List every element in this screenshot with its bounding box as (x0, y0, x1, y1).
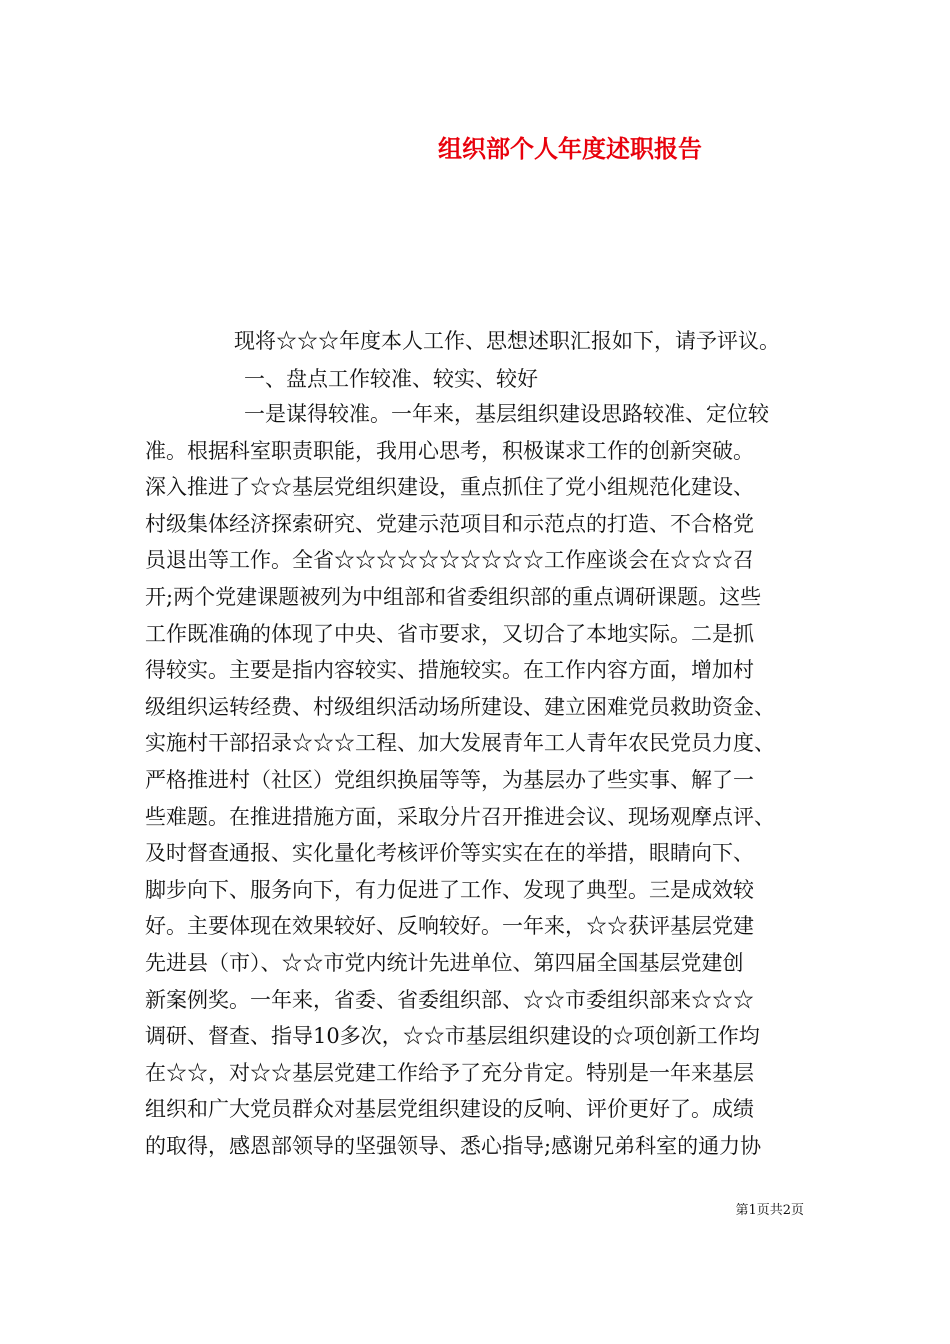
body-line: 工作既准确的体现了中央、省市要求，又切合了本地实际。二是抓 (145, 621, 754, 646)
intro-paragraph: 现将☆☆☆年度本人工作、思想述职汇报如下，请予评议。 (234, 329, 780, 353)
body-line: 的取得，感恩部领导的坚强领导、悉心指导;感谢兄弟科室的通力协 (145, 1133, 762, 1158)
body-line: 先进县（市）、☆☆市党内统计先进单位、第四届全国基层党建创 (145, 950, 744, 975)
body-line: 准。根据科室职责职能，我用心思考，积极谋求工作的创新突破。 (145, 438, 754, 463)
section-heading: 一、盘点工作较准、较实、较好 (244, 367, 538, 391)
body-line: 一是谋得较准。一年来，基层组织建设思路较准、定位较 (244, 402, 769, 426)
body-text (145, 396, 815, 1164)
body-line: 在☆☆，对☆☆基层党建工作给予了充分肯定。特别是一年来基层 (145, 1060, 754, 1085)
body-line: 新案例奖。一年来，省委、省委组织部、☆☆市委组织部来☆☆☆ (145, 987, 754, 1012)
body-line: 脚步向下、服务向下，有力促进了工作、发现了典型。三是成效较 (145, 877, 754, 902)
body-line: 员退出等工作。全省☆☆☆☆☆☆☆☆☆☆工作座谈会在☆☆☆召 (145, 548, 754, 573)
body-line: 些难题。在推进措施方面，采取分片召开推进会议、现场观摩点评、 (145, 804, 775, 829)
document-title: 组织部个人年度述职报告 (438, 134, 702, 163)
body-line: 组织和广大党员群众对基层党组织建设的反响、评价更好了。成绩 (145, 1097, 754, 1122)
body-line: 严格推进村（社区）党组织换届等等，为基层办了些实事、解了一 (145, 767, 754, 792)
body-line: 及时督查通报、实化量化考核评价等实实在在的举措，眼睛向下、 (145, 841, 754, 866)
body-line: 开;两个党建课题被列为中组部和省委组织部的重点调研课题。这些 (145, 584, 762, 609)
body-line: 级组织运转经费、村级组织活动场所建设、建立困难党员救助资金、 (145, 694, 775, 719)
body-line: 深入推进了☆☆基层党组织建设，重点抓住了党小组规范化建设、 (145, 475, 754, 500)
page-indicator: 第1页共2页 (735, 1203, 804, 1218)
body-line: 实施村干部招录☆☆☆工程、加大发展青年工人青年农民党员力度、 (145, 731, 775, 756)
body-line: 得较实。主要是指内容较实、措施较实。在工作内容方面，增加村 (145, 658, 754, 683)
body-line: 好。主要体现在效果较好、反响较好。一年来，☆☆获评基层党建 (145, 914, 754, 939)
body-line: 村级集体经济探索研究、党建示范项目和示范点的打造、不合格党 (145, 511, 754, 536)
body-line: 调研、督查、指导10多次，☆☆市基层组织建设的☆项创新工作均 (145, 1024, 760, 1049)
